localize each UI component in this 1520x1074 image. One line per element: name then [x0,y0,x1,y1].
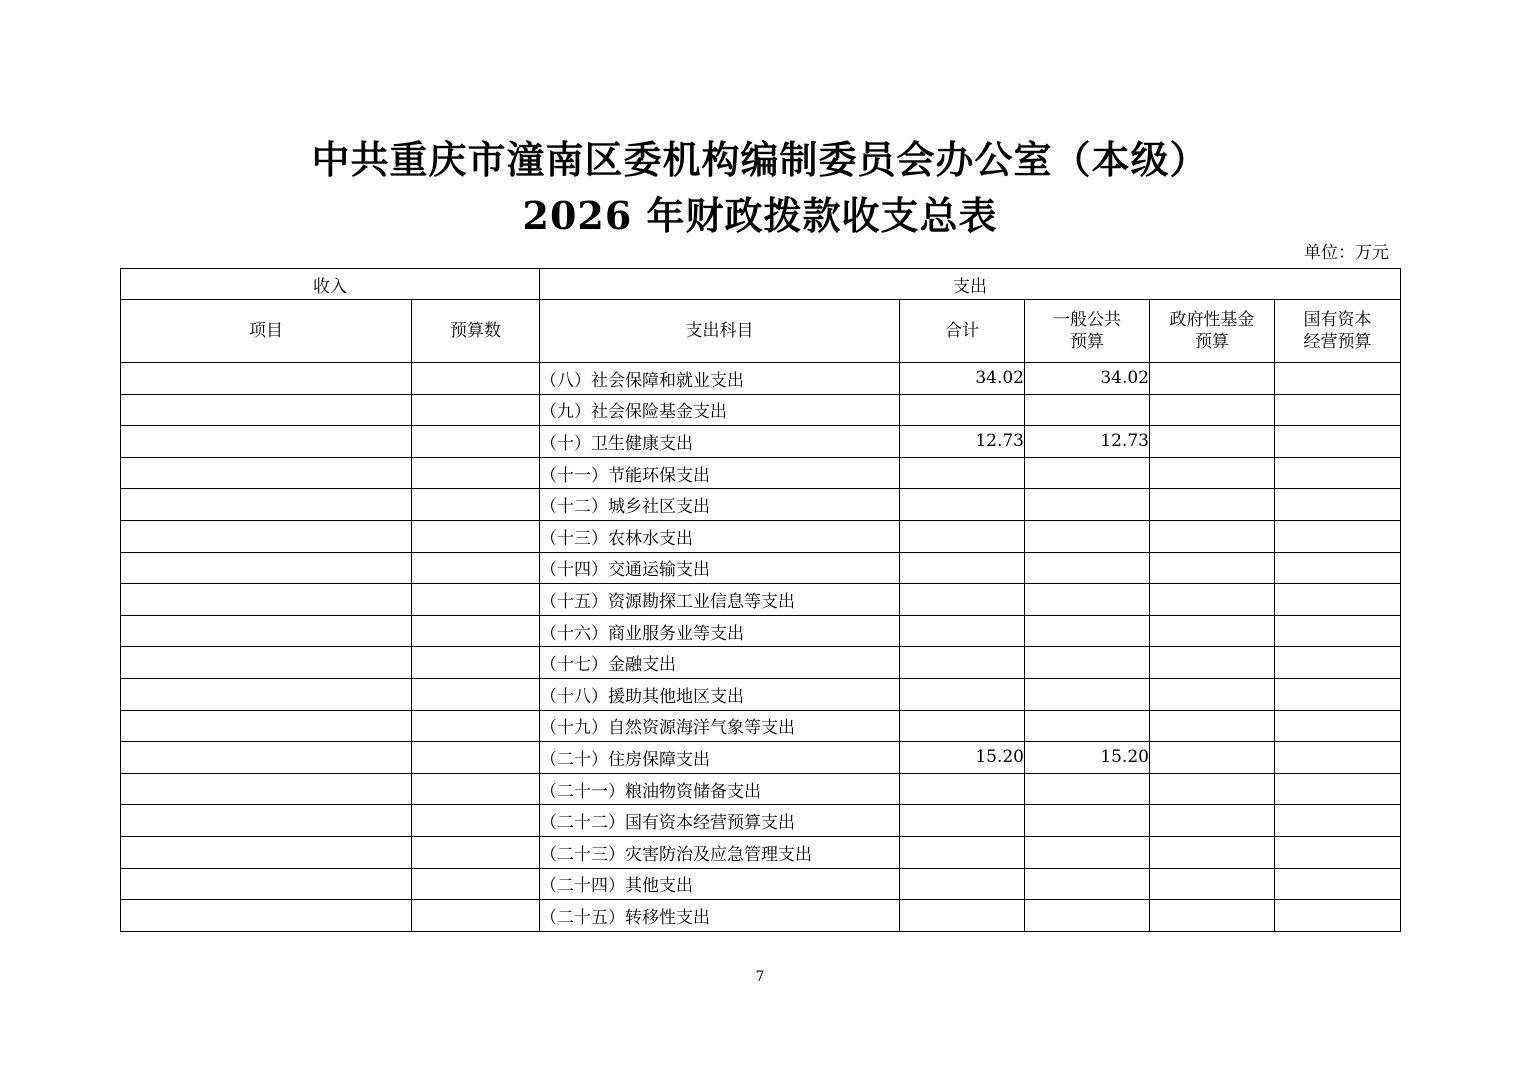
cell-item [121,742,412,774]
table-row [121,552,1401,584]
cell-general-public [1025,773,1150,805]
col-header-general-public: 一般公共 预算 [1025,300,1150,363]
cell-state-capital [1275,868,1401,900]
cell-gov-fund [1150,836,1275,868]
cell-total [900,584,1025,616]
cell-gov-fund [1150,426,1275,458]
cell-gov-fund [1150,489,1275,521]
col-header-gov-fund: 政府性基金 预算 [1150,300,1275,363]
cell-item [121,552,412,584]
cell-budget [412,552,540,584]
document-title-line1: 中共重庆市潼南区委机构编制委员会办公室（本级） [311,137,1209,182]
cell-gov-fund [1150,868,1275,900]
group-header-row [121,269,1401,300]
cell-total [900,868,1025,900]
cell-state-capital [1275,773,1401,805]
cell-item [121,489,412,521]
table-row [121,457,1401,489]
cell-total: 12.73 [900,426,1025,458]
cell-state-capital [1275,584,1401,616]
cell-expense-subject: （十六）商业服务业等支出 [540,615,900,647]
cell-state-capital [1275,363,1401,395]
cell-item [121,678,412,710]
table-row [121,489,1401,521]
cell-expense-subject: （十四）交通运输支出 [540,552,900,584]
cell-item [121,363,412,395]
cell-state-capital [1275,457,1401,489]
expense-group-header: 支出 [540,269,1401,300]
cell-total [900,615,1025,647]
cell-general-public [1025,615,1150,647]
document-title-line2: 2026 年财政拨款收支总表 [522,193,998,238]
table-row [121,805,1401,837]
table-row [121,363,1401,395]
cell-budget [412,363,540,395]
cell-gov-fund [1150,678,1275,710]
table-row [121,647,1401,679]
cell-gov-fund [1150,615,1275,647]
cell-item [121,426,412,458]
cell-general-public: 15.20 [1025,742,1150,774]
cell-item [121,710,412,742]
cell-budget [412,773,540,805]
cell-gov-fund [1150,584,1275,616]
cell-expense-subject: （九）社会保险基金支出 [540,394,900,426]
cell-budget [412,520,540,552]
cell-budget [412,836,540,868]
cell-expense-subject: （十八）援助其他地区支出 [540,678,900,710]
cell-state-capital [1275,489,1401,521]
cell-state-capital [1275,552,1401,584]
cell-total [900,647,1025,679]
cell-expense-subject: （十）卫生健康支出 [540,426,900,458]
cell-expense-subject: （二十）住房保障支出 [540,742,900,774]
cell-total [900,773,1025,805]
cell-gov-fund [1150,520,1275,552]
cell-general-public [1025,457,1150,489]
cell-state-capital [1275,805,1401,837]
cell-expense-subject: （二十四）其他支出 [540,868,900,900]
cell-state-capital [1275,520,1401,552]
unit-label: 单位：万元 [1304,243,1389,263]
cell-gov-fund [1150,805,1275,837]
col-header-state-capital: 国有资本 经营预算 [1275,300,1401,363]
cell-gov-fund [1150,710,1275,742]
cell-total [900,552,1025,584]
cell-gov-fund [1150,773,1275,805]
cell-state-capital [1275,836,1401,868]
cell-gov-fund [1150,457,1275,489]
budget-table [120,268,1401,932]
cell-expense-subject: （二十一）粮油物资储备支出 [540,773,900,805]
cell-item [121,457,412,489]
cell-gov-fund [1150,647,1275,679]
cell-item [121,868,412,900]
col-header-expense-subject: 支出科目 [540,300,900,363]
table-row [121,710,1401,742]
cell-general-public [1025,805,1150,837]
cell-total: 34.02 [900,363,1025,395]
cell-total [900,394,1025,426]
column-header-row [121,300,1401,363]
cell-general-public: 34.02 [1025,363,1150,395]
table-body [121,363,1401,932]
cell-general-public [1025,489,1150,521]
table-row [121,836,1401,868]
cell-gov-fund [1150,394,1275,426]
cell-state-capital [1275,394,1401,426]
table-row [121,678,1401,710]
cell-gov-fund [1150,742,1275,774]
cell-expense-subject: （十七）金融支出 [540,647,900,679]
cell-total [900,836,1025,868]
cell-gov-fund [1150,552,1275,584]
table-row [121,868,1401,900]
cell-expense-subject: （二十二）国有资本经营预算支出 [540,805,900,837]
cell-budget [412,868,540,900]
cell-item [121,805,412,837]
cell-gov-fund [1150,900,1275,932]
cell-total [900,710,1025,742]
cell-expense-subject: （十三）农林水支出 [540,520,900,552]
cell-state-capital [1275,900,1401,932]
cell-general-public [1025,678,1150,710]
cell-expense-subject: （十一）节能环保支出 [540,457,900,489]
cell-total [900,678,1025,710]
cell-budget [412,678,540,710]
cell-general-public [1025,552,1150,584]
table-row [121,520,1401,552]
cell-expense-subject: （二十五）转移性支出 [540,900,900,932]
cell-total [900,805,1025,837]
cell-item [121,520,412,552]
cell-total [900,900,1025,932]
table-row [121,615,1401,647]
cell-general-public [1025,394,1150,426]
cell-total [900,489,1025,521]
cell-general-public [1025,900,1150,932]
cell-item [121,394,412,426]
cell-item [121,615,412,647]
cell-item [121,773,412,805]
cell-budget [412,710,540,742]
cell-item [121,836,412,868]
cell-budget [412,426,540,458]
cell-item [121,647,412,679]
col-header-total: 合计 [900,300,1025,363]
table-row [121,426,1401,458]
table-row [121,773,1401,805]
cell-budget [412,900,540,932]
cell-state-capital [1275,710,1401,742]
cell-gov-fund [1150,363,1275,395]
table-row [121,742,1401,774]
cell-budget [412,489,540,521]
cell-general-public [1025,520,1150,552]
income-group-header: 收入 [121,269,540,300]
cell-item [121,584,412,616]
page-number: 7 [755,969,765,985]
cell-total [900,457,1025,489]
cell-general-public [1025,836,1150,868]
table-row [121,584,1401,616]
cell-total [900,520,1025,552]
cell-expense-subject: （二十三）灾害防治及应急管理支出 [540,836,900,868]
cell-budget [412,742,540,774]
table-row [121,900,1401,932]
cell-state-capital [1275,426,1401,458]
cell-budget [412,805,540,837]
cell-general-public [1025,584,1150,616]
cell-total: 15.20 [900,742,1025,774]
cell-general-public [1025,710,1150,742]
cell-budget [412,457,540,489]
cell-state-capital [1275,647,1401,679]
table-row [121,394,1401,426]
cell-state-capital [1275,678,1401,710]
cell-expense-subject: （十九）自然资源海洋气象等支出 [540,710,900,742]
cell-item [121,900,412,932]
cell-budget [412,584,540,616]
cell-general-public: 12.73 [1025,426,1150,458]
cell-budget [412,615,540,647]
cell-expense-subject: （十二）城乡社区支出 [540,489,900,521]
cell-expense-subject: （八）社会保障和就业支出 [540,363,900,395]
cell-state-capital [1275,742,1401,774]
col-header-budget: 预算数 [412,300,540,363]
cell-general-public [1025,647,1150,679]
cell-budget [412,394,540,426]
col-header-item: 项目 [121,300,412,363]
cell-budget [412,647,540,679]
cell-general-public [1025,868,1150,900]
cell-state-capital [1275,615,1401,647]
cell-expense-subject: （十五）资源勘探工业信息等支出 [540,584,900,616]
